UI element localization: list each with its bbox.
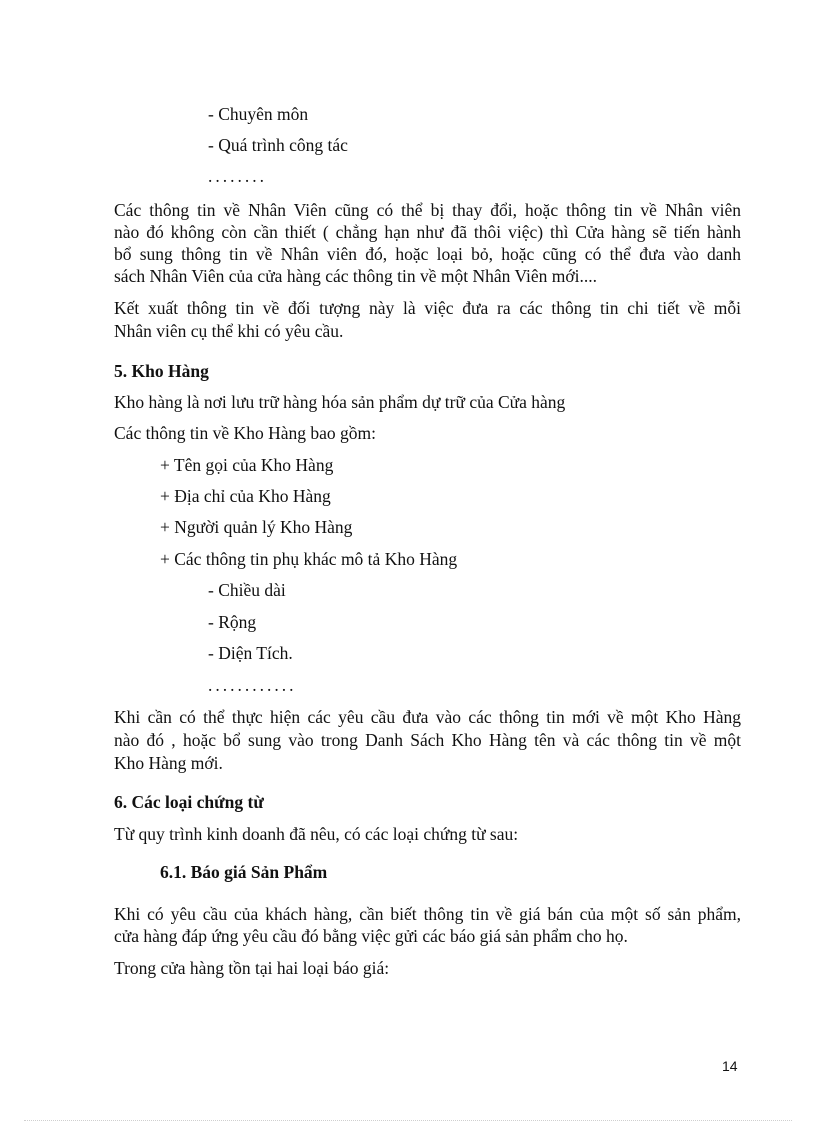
subsection-heading: 6.1. Báo giá Sản Phẩm	[160, 862, 328, 882]
list-item: + Địa chỉ của Kho Hàng	[160, 486, 331, 506]
paragraph-line: nào đó không còn cần thiết ( chẳng hạn như đã thôi việc) thì Cửa hàng sẽ tiến hành	[114, 222, 741, 242]
list-item: - Quá trình công tác	[208, 135, 348, 155]
list-item: - Diện Tích.	[208, 643, 293, 663]
list-item: + Tên gọi của Kho Hàng	[160, 455, 334, 475]
list-ellipsis: ........	[208, 166, 267, 186]
list-ellipsis: ............	[208, 675, 297, 695]
paragraph-line: Kho hàng là nơi lưu trữ hàng hóa sản phẩm dự trữ của Cửa hàng	[114, 392, 566, 412]
paragraph-line: Trong cửa hàng tồn tại hai loại báo giá:	[114, 958, 390, 978]
list-item: - Chiều dài	[208, 580, 286, 600]
list-item: - Chuyên môn	[208, 104, 309, 124]
section-heading: 5. Kho Hàng	[114, 361, 209, 381]
list-item: + Các thông tin phụ khác mô tả Kho Hàng	[160, 549, 458, 569]
paragraph-line: bổ sung thông tin về Nhân viên đó, hoặc loại bỏ, hoặc cũng có thể đưa vào danh	[114, 244, 741, 264]
paragraph-line: Kho Hàng mới.	[114, 753, 223, 773]
page-number: 14	[722, 1058, 738, 1074]
list-item: + Người quản lý Kho Hàng	[160, 517, 353, 537]
section-heading: 6. Các loại chứng từ	[114, 792, 264, 812]
paragraph-line: sách Nhân Viên của cửa hàng các thông tin về một Nhân Viên mới....	[114, 266, 598, 286]
list-item: - Rộng	[208, 612, 257, 632]
paragraph-line: Khi có yêu cầu của khách hàng, cần biết thông tin về giá bán của một số sản phẩm,	[114, 904, 741, 924]
paragraph-line: cửa hàng đáp ứng yêu cầu đó bằng việc gửi các báo giá sản phẩm cho họ.	[114, 926, 628, 946]
paragraph-line: Kết xuất thông tin về đối tượng này là việc đưa ra các thông tin chi tiết về mỗi	[114, 298, 741, 318]
paragraph-line: Khi cần có thể thực hiện các yêu cầu đưa vào các thông tin mới về một Kho Hàng	[114, 707, 741, 727]
paragraph-line: nào đó , hoặc bổ sung vào trong Danh Sách Kho Hàng tên và các thông tin về một	[114, 730, 741, 750]
paragraph-line: Từ quy trình kinh doanh đã nêu, có các loại chứng từ sau:	[114, 824, 519, 844]
paragraph-line: Các thông tin về Kho Hàng bao gồm:	[114, 423, 376, 443]
footer-divider	[24, 1120, 792, 1121]
paragraph-line: Nhân viên cụ thể khi có yêu cầu.	[114, 321, 344, 341]
paragraph-line: Các thông tin về Nhân Viên cũng có thể bị thay đổi, hoặc thông tin về Nhân viên	[114, 200, 741, 220]
